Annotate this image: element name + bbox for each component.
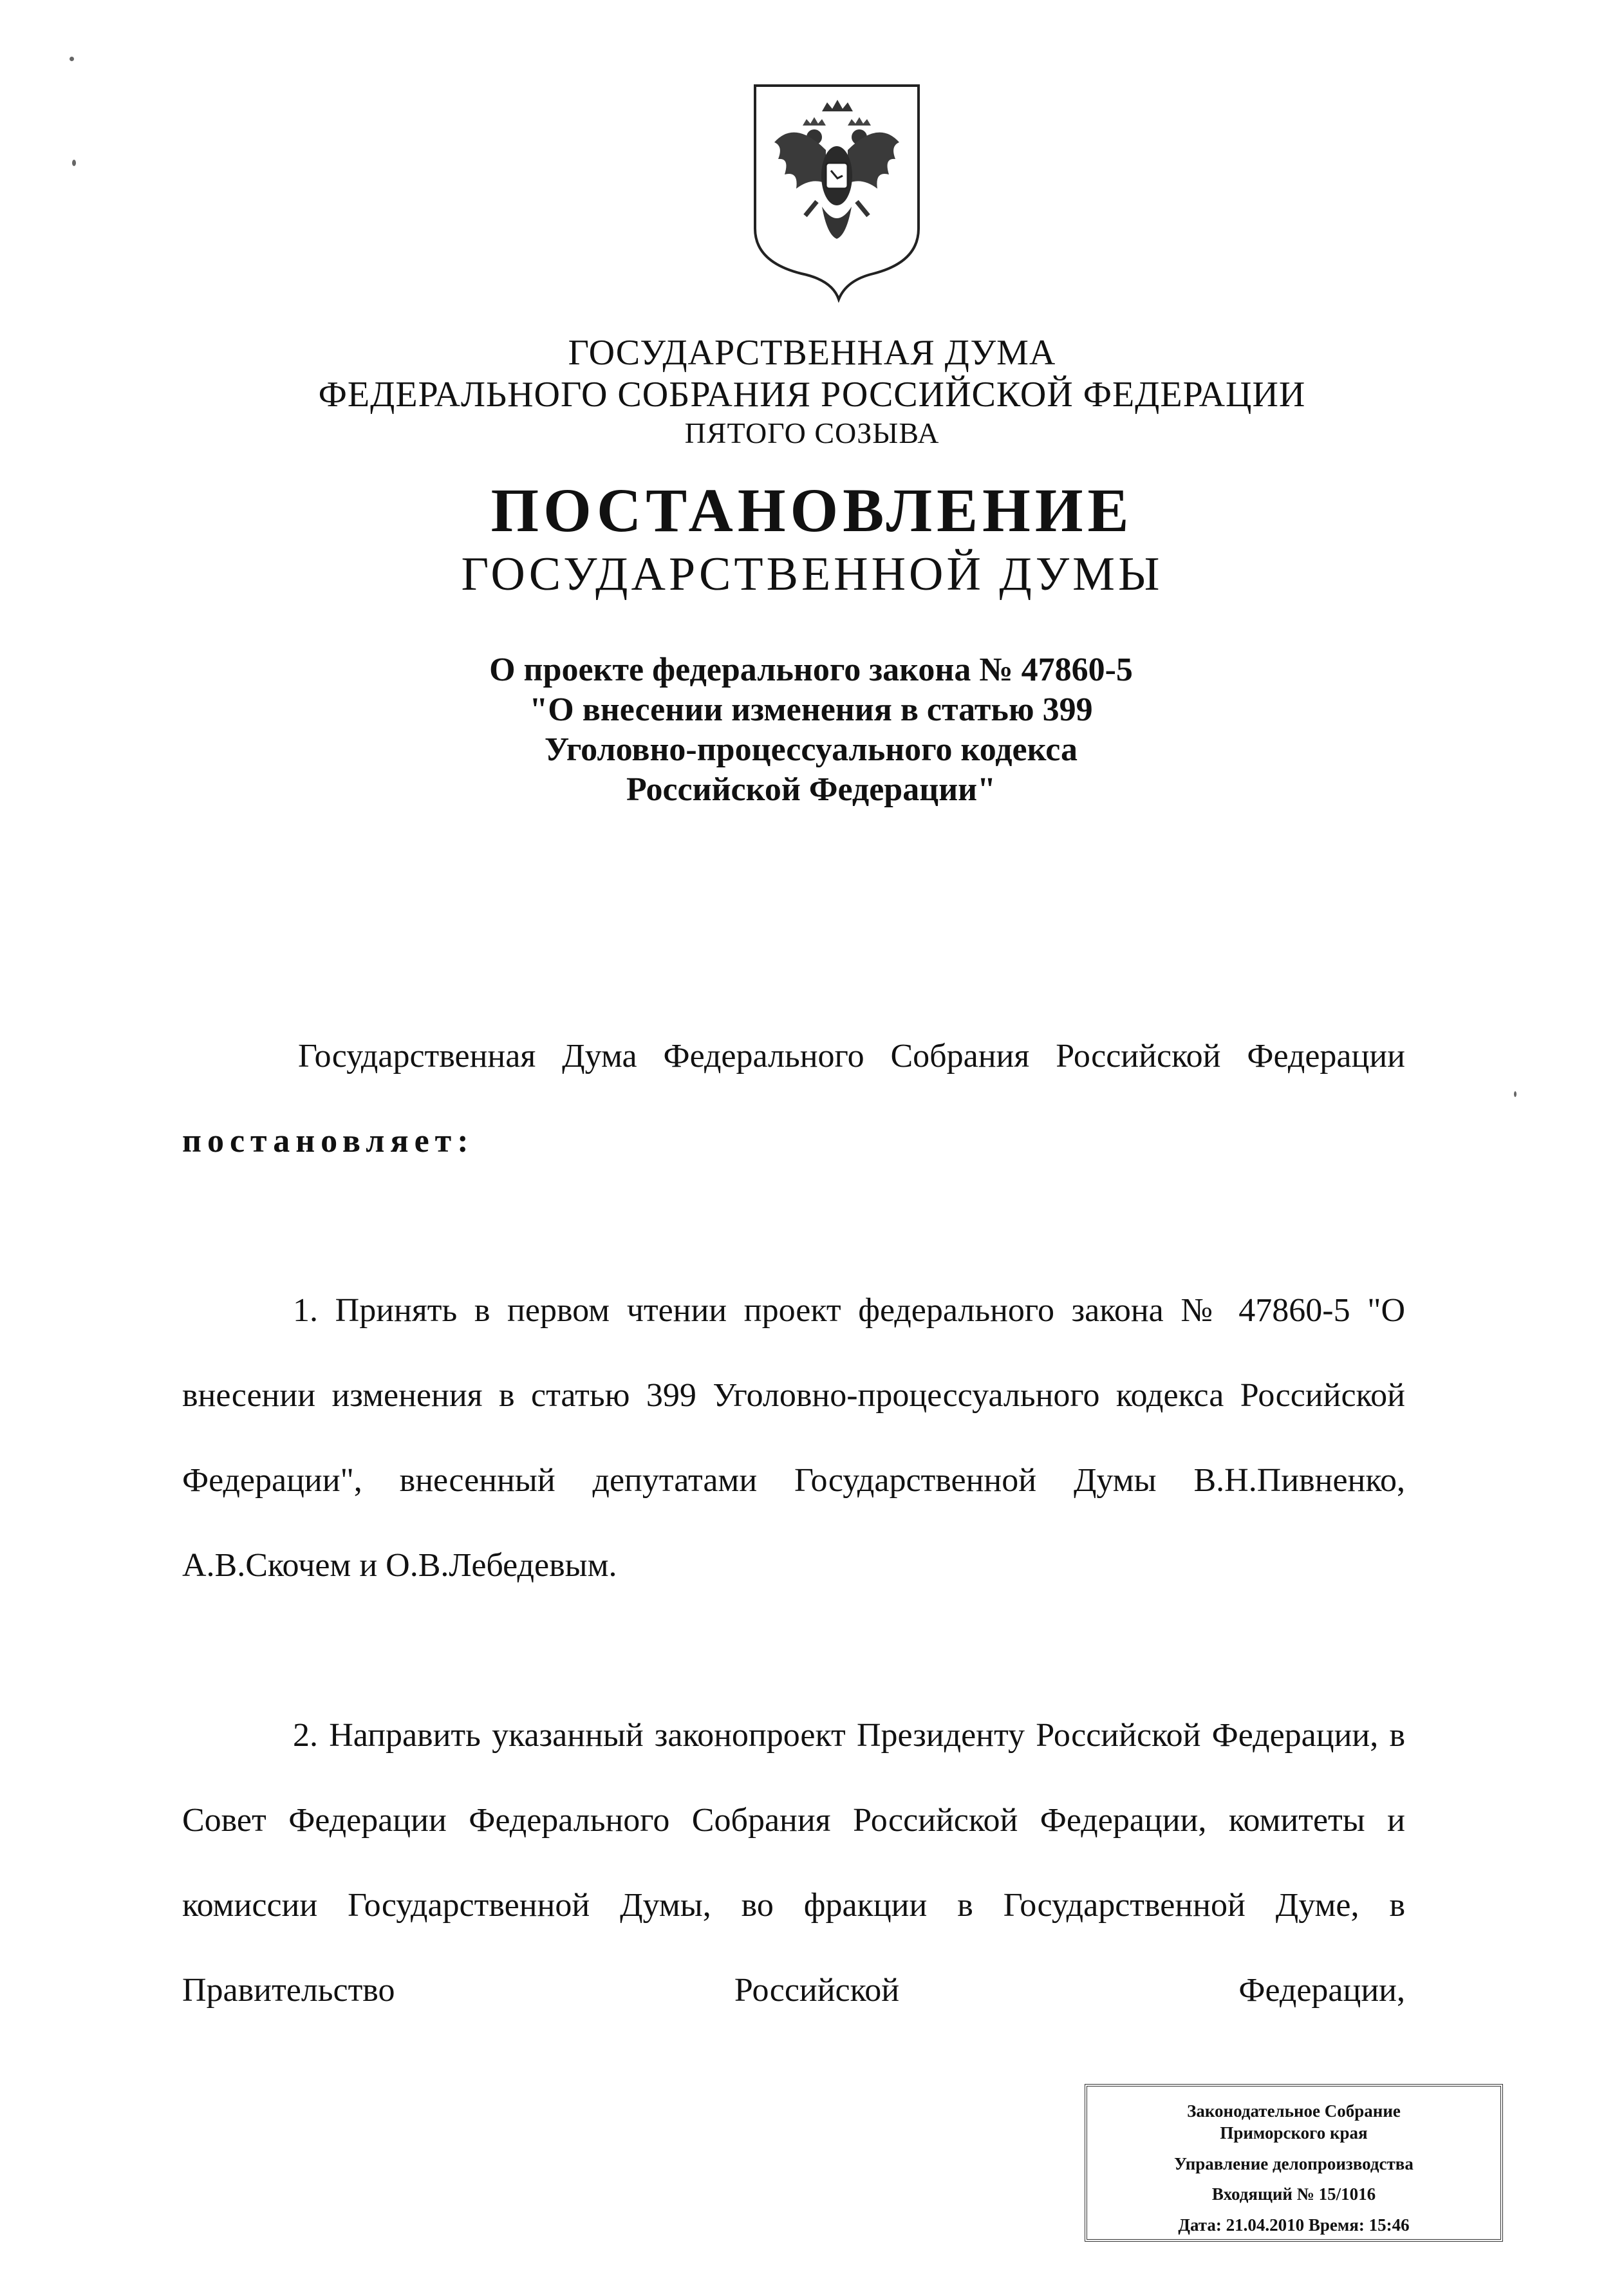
document-type-title: ПОСТАНОВЛЕНИЕ	[490, 476, 1134, 545]
stamp-date-time: Дата: 21.04.2010 Время: 15:46	[1178, 2215, 1410, 2235]
stamp-department: Управление делопроизводства	[1174, 2153, 1414, 2173]
preamble-text: Государственная Дума Федерального Собрания Российской Федерации	[298, 1038, 1405, 1074]
issuer-line-3: ПЯТОГО СОЗЫВА	[684, 417, 940, 449]
subject-line-3: Уголовно-процессуального кодекса	[544, 731, 1078, 768]
scan-speck	[1514, 1091, 1517, 1097]
document-issuer-title: ГОСУДАРСТВЕННОЙ ДУМЫ	[461, 548, 1163, 601]
subject-line-2: "О внесении изменения в статью 399	[529, 691, 1093, 728]
subject-line-1: О проекте федерального закона № 47860-5	[489, 652, 1133, 688]
stamp-region: Приморского края	[1220, 2123, 1368, 2143]
issuer-line-1: ГОСУДАРСТВЕННАЯ ДУМА	[568, 333, 1056, 373]
registration-stamp	[1085, 2084, 1503, 2242]
stamp-organization: Законодательное Собрание	[1187, 2101, 1401, 2121]
preamble-emphasis: постановляет:	[182, 1123, 474, 1159]
subject-line-4: Российской Федерации"	[626, 771, 996, 808]
coat-of-arms-icon	[750, 80, 924, 303]
resolution-item-1: 1. Принять в первом чтении проект федерального закона № 47860-5 "О внесении изменения в статью 399 Уголовно-процессуального кодекса Российской Федерации", внесенный депутатами Государственной Думы В.Н.Пивненко, А.В.Скочем и О.В.Лебедевым.	[182, 1292, 1405, 1584]
scan-speck	[70, 57, 74, 61]
stamp-incoming-number: Входящий № 15/1016	[1211, 2184, 1376, 2204]
scan-speck	[72, 160, 76, 166]
document-subject	[360, 650, 1262, 810]
resolution-item-2: 2. Направить указанный законопроект Президенту Российской Федерации, в Совет Федерации Федерального Собрания Российской Федерации, комитеты и комиссии Государственной Думы, во фракции в Государственной Думе, в Правительство Российской Федерации,	[182, 1717, 1405, 2009]
preamble-paragraph	[182, 1014, 1405, 1184]
issuer-line-2: ФЕДЕРАЛЬНОГО СОБРАНИЯ РОССИЙСКОЙ ФЕДЕРАЦИИ	[318, 375, 1306, 415]
